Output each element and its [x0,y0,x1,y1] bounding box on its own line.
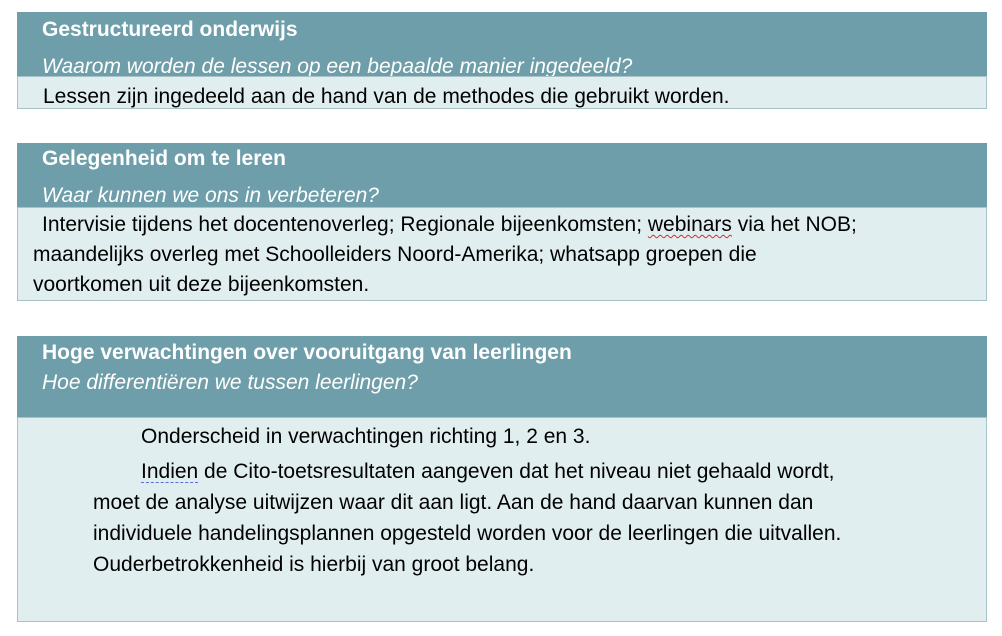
section-title: Hoge verwachtingen over vooruitgang van leerlingen [42,341,572,364]
spellcheck-flagged-word[interactable]: webinars [647,213,732,236]
body-line: maandelijks overleg met Schoolleiders Noord-Amerika; whatsapp groepen die [33,243,757,266]
section-question: Waar kunnen we ons in verbeteren? [42,184,379,207]
section-header [17,143,987,207]
section-body [17,207,987,301]
body-text: Lessen zijn ingedeeld aan de hand van de methodes die gebruikt worden. [43,85,730,108]
body-paragraph: Onderscheid in verwachtingen richting 1, 2 en 3. [141,425,591,448]
body-text: via het NOB; [731,213,857,236]
section-question: Hoe differentiëren we tussen leerlingen? [42,371,418,394]
section-gelegenheid-om-te-leren [17,143,987,301]
body-line [42,210,857,240]
body-line: moet de analyse uitwijzen waar dit aan ligt. Aan de hand daarvan kunnen dan [93,491,814,514]
body-line: Ouderbetrokkenheid is hierbij van groot belang. [93,553,535,576]
section-hoge-verwachtingen [17,336,987,622]
body-line: individuele handelingsplannen opgesteld worden voor de leerlingen die uitvallen. [93,522,842,545]
grammar-flagged-word[interactable]: Indien [141,460,199,483]
body-line [141,457,834,487]
body-text: Intervisie tijdens het docentenoverleg; Regionale bijeenkomsten; [42,213,648,236]
section-question: Waarom worden de lessen op een bepaalde manier ingedeeld? [42,55,633,76]
section-header [17,336,987,417]
section-body [17,76,987,109]
body-text: de Cito-toetsresultaten aangeven dat het niveau niet gehaald wordt, [198,460,835,483]
section-body [17,417,987,622]
body-line: voortkomen uit deze bijeenkomsten. [33,273,370,296]
section-title: Gelegenheid om te leren [42,147,286,170]
section-title: Gestructureerd onderwijs [42,18,298,41]
section-header [17,12,987,76]
section-gestructureerd-onderwijs [17,12,987,108]
